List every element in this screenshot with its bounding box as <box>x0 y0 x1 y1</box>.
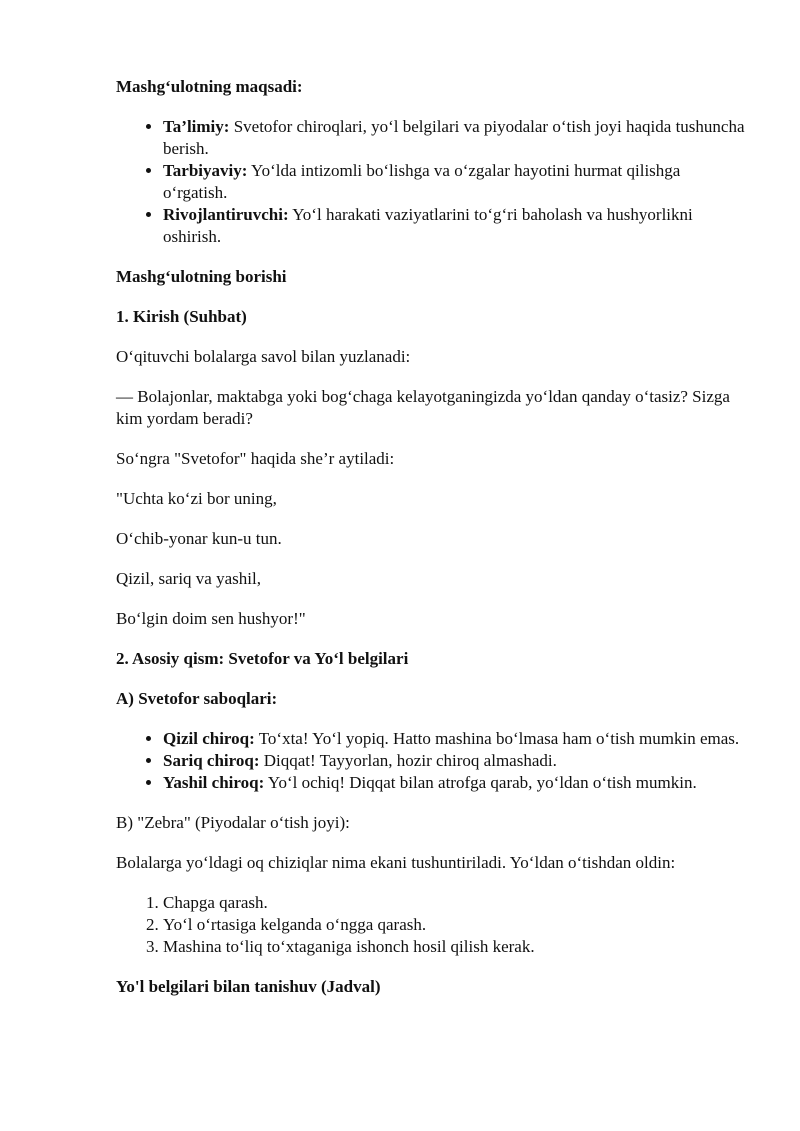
goal-label: Rivojlantiruvchi: <box>163 205 289 224</box>
goals-heading: Mashg‘ulotning maqsadi: <box>116 77 303 96</box>
signs-heading: Yo'l belgilari bilan tanishuv (Jadval) <box>116 977 381 996</box>
zebra-intro: Bolalarga yo‘ldagi oq chiziqlar nima ekani tushuntiriladi. Yo‘ldan o‘tishdan oldin: <box>116 853 676 872</box>
goal-item <box>163 160 746 204</box>
poem-line: Qizil, sariq va yashil, <box>116 569 261 588</box>
poem-line: Bo‘lgin doim sen hushyor!" <box>116 609 306 628</box>
light-item <box>163 772 746 794</box>
intro-heading: 1. Kirish (Suhbat) <box>116 307 247 326</box>
light-label: Qizil chiroq: <box>163 729 255 748</box>
light-label: Yashil chiroq: <box>163 773 265 792</box>
goal-label: Ta’limiy: <box>163 117 230 136</box>
light-item <box>163 750 746 772</box>
main-heading: 2. Asosiy qism: Svetofor va Yo‘l belgilari <box>116 649 409 668</box>
goal-text: Yo‘l harakati vaziyatlarini to‘g‘ri baholash va hushyorlikni oshirish. <box>163 205 693 246</box>
light-label: Sariq chiroq: <box>163 751 260 770</box>
goals-list <box>116 116 746 248</box>
lights-heading: A) Svetofor saboqlari: <box>116 689 278 708</box>
intro-paragraph: O‘qituvchi bolalarga savol bilan yuzlanadi: <box>116 347 411 366</box>
poem-intro: So‘ngra "Svetofor" haqida she’r aytiladi: <box>116 449 395 468</box>
goal-text: Svetofor chiroqlari, yo‘l belgilari va piyodalar o‘tish joyi haqida tushuncha berish. <box>163 117 745 158</box>
poem-line: O‘chib-yonar kun-u tun. <box>116 529 282 548</box>
light-text: Yo‘l ochiq! Diqqat bilan atrofga qarab, yo‘ldan o‘tish mumkin. <box>264 773 697 792</box>
poem-line: "Uchta ko‘zi bor uning, <box>116 489 277 508</box>
light-text: Diqqat! Tayyorlan, hozir chiroq almashadi. <box>259 751 557 770</box>
goal-label: Tarbiyaviy: <box>163 161 248 180</box>
goal-text: Yo‘lda intizomli bo‘lishga va o‘zgalar hayotini hurmat qilishga o‘rgatish. <box>163 161 681 202</box>
goal-item <box>163 204 746 248</box>
process-heading: Mashg‘ulotning borishi <box>116 267 287 286</box>
light-item <box>163 728 746 750</box>
zebra-step: 3. Mashina to‘liq to‘xtaganiga ishonch hosil qilish kerak. <box>163 936 746 958</box>
zebra-step: 2. Yo‘l o‘rtasiga kelganda o‘ngga qarash. <box>163 914 746 936</box>
lights-list <box>116 728 746 794</box>
goal-item <box>163 116 746 160</box>
light-text: To‘xta! Yo‘l yopiq. Hatto mashina bo‘lmasa ham o‘tish mumkin emas. <box>254 729 740 748</box>
zebra-steps <box>116 892 746 958</box>
intro-question: — Bolajonlar, maktabga yoki bog‘chaga kelayotganingizda yo‘ldan qanday o‘tasiz? Sizga kim yordam beradi? <box>116 387 730 428</box>
document-page <box>116 76 746 998</box>
zebra-step: 1. Chapga qarash. <box>163 892 746 914</box>
zebra-heading: B) "Zebra" (Piyodalar o‘tish joyi): <box>116 813 350 832</box>
